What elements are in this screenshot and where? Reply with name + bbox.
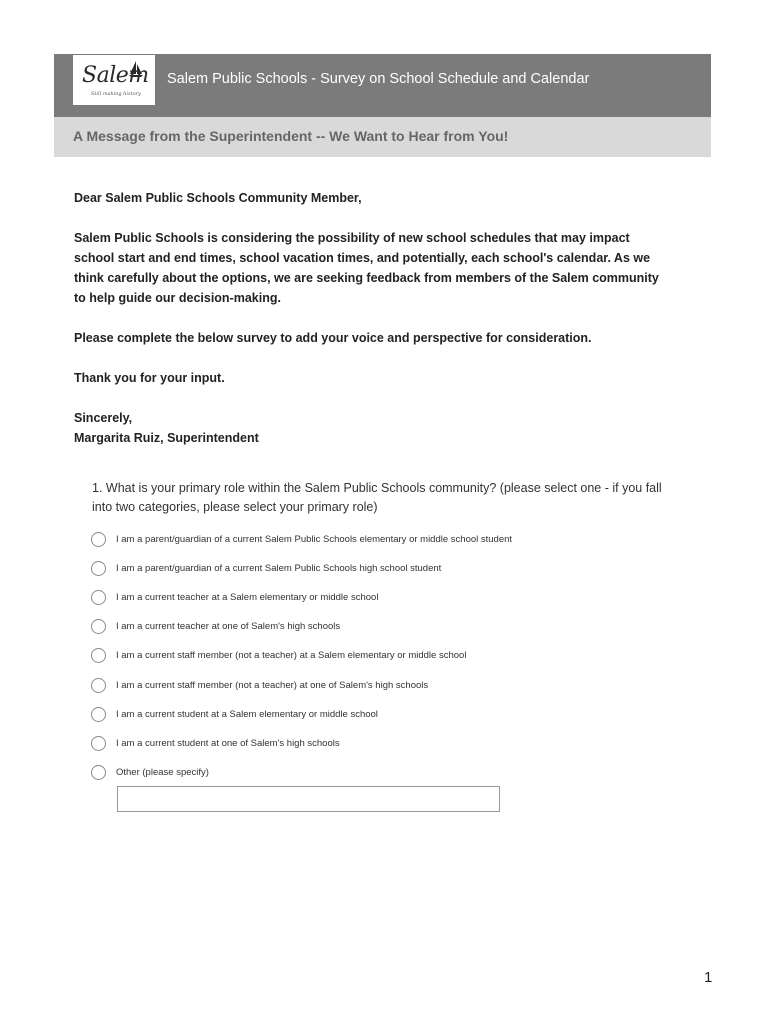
question-1-line-1: 1. What is your primary role within the Salem Public Schools community? (please select one - if you fall bbox=[92, 481, 662, 495]
letter-line: to help guide our decision-making. bbox=[74, 291, 281, 305]
letter-line: think carefully about the options, we are seeking feedback from members of the Salem community bbox=[74, 271, 659, 285]
role-option-staff-elementary-middle[interactable] bbox=[91, 641, 691, 670]
role-option-student-high-school[interactable] bbox=[91, 729, 691, 758]
superintendent-letter bbox=[74, 188, 686, 468]
role-option-student-elementary-middle[interactable] bbox=[91, 700, 691, 729]
question-1-text bbox=[92, 479, 692, 517]
option-label: I am a current student at a Salem elementary or middle school bbox=[116, 708, 378, 720]
option-label: I am a current staff member (not a teacher) at one of Salem's high schools bbox=[116, 679, 429, 691]
role-option-other[interactable] bbox=[91, 758, 691, 787]
role-option-teacher-high-school[interactable] bbox=[91, 612, 691, 641]
radio-button[interactable] bbox=[91, 765, 106, 780]
other-specify-input[interactable] bbox=[117, 786, 500, 812]
role-option-staff-high-school[interactable] bbox=[91, 670, 691, 699]
option-label: I am a current staff member (not a teacher) at a Salem elementary or middle school bbox=[116, 650, 467, 662]
letter-signature: Margarita Ruiz, Superintendent bbox=[74, 431, 259, 445]
option-label: I am a current student at one of Salem's high schools bbox=[116, 737, 340, 749]
radio-button[interactable] bbox=[91, 590, 106, 605]
letter-closing: Sincerely, bbox=[74, 411, 133, 425]
survey-title: Salem Public Schools - Survey on School Schedule and Calendar bbox=[167, 71, 590, 87]
logo-wordmark: Salem bbox=[82, 63, 149, 88]
survey-header bbox=[54, 54, 711, 117]
salem-logo bbox=[73, 55, 155, 105]
letter-paragraph-3: Thank you for your input. bbox=[74, 371, 225, 385]
option-label: I am a current teacher at a Salem elementary or middle school bbox=[116, 592, 379, 604]
radio-button[interactable] bbox=[91, 532, 106, 547]
role-option-parent-elementary-middle[interactable] bbox=[91, 525, 691, 554]
option-label: Other (please specify) bbox=[116, 766, 209, 778]
radio-button[interactable] bbox=[91, 619, 106, 634]
option-label: I am a parent/guardian of a current Salem Public Schools high school student bbox=[116, 563, 442, 575]
role-option-teacher-elementary-middle[interactable] bbox=[91, 583, 691, 612]
letter-paragraph-2: Please complete the below survey to add your voice and perspective for consideration. bbox=[74, 331, 592, 345]
logo-tagline: Still making history bbox=[91, 91, 141, 97]
radio-button[interactable] bbox=[91, 678, 106, 693]
question-1-line-2: into two categories, please select your primary role) bbox=[92, 500, 378, 514]
option-label: I am a parent/guardian of a current Salem Public Schools elementary or middle school student bbox=[116, 534, 513, 546]
page-subheader bbox=[54, 117, 711, 157]
option-label: I am a current teacher at one of Salem's high schools bbox=[116, 621, 341, 633]
radio-button[interactable] bbox=[91, 648, 106, 663]
letter-line: Salem Public Schools is considering the possibility of new school schedules that may impact bbox=[74, 231, 630, 245]
letter-greeting: Dear Salem Public Schools Community Member, bbox=[74, 191, 362, 205]
letter-signoff bbox=[74, 408, 686, 448]
letter-paragraph-1 bbox=[74, 228, 686, 308]
page-number: 1 bbox=[704, 969, 713, 986]
letter-line: school start and end times, school vacation times, and potentially, each school's calendar. As we bbox=[74, 251, 651, 265]
role-option-parent-high-school[interactable] bbox=[91, 554, 691, 583]
radio-button[interactable] bbox=[91, 707, 106, 722]
page-title: A Message from the Superintendent -- We Want to Hear from You! bbox=[73, 128, 509, 144]
question-1-options bbox=[91, 525, 691, 787]
radio-button[interactable] bbox=[91, 561, 106, 576]
radio-button[interactable] bbox=[91, 736, 106, 751]
